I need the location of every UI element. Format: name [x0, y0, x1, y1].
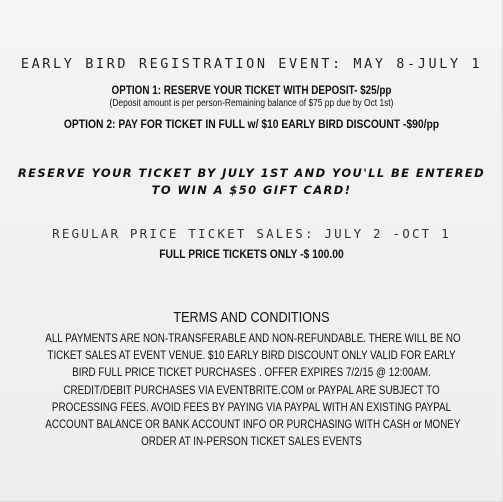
regular-price-heading: REGULAR PRICE TICKET SALES: JULY 2 -OCT 1: [52, 226, 451, 241]
terms-title: TERMS AND CONDITIONS: [173, 309, 330, 326]
terms-line: BIRD FULL PRICE TICKET PURCHASES . OFFER EXPIRES 7/2/15 @ 12:00AM.: [72, 365, 431, 380]
option-1-note: (Deposit amount is per person-Remaining balance of $75 pp due by Oct 1st): [109, 98, 394, 109]
terms-line: TICKET SALES AT EVENT VENUE. $10 EARLY BIRD DISCOUNT ONLY VALID FOR EARLY: [47, 348, 456, 363]
terms-body: [0, 330, 503, 450]
option-2-full-payment: OPTION 2: PAY FOR TICKET IN FULL w/ $10 EARLY BIRD DISCOUNT -$90/pp: [63, 117, 440, 131]
terms-line: CREDIT/DEBIT PURCHASES VIA EVENTBRITE.COM or PAYPAL ARE SUBJECT TO: [63, 382, 440, 397]
terms-line: ACCOUNT BALANCE OR BANK ACCOUNT INFO OR PURCHASING WITH CASH or MONEY: [45, 417, 461, 432]
full-price-line: FULL PRICE TICKETS ONLY -$ 100.00: [159, 247, 344, 261]
terms-line: ORDER AT IN-PERSON TICKET SALES EVENTS: [141, 434, 362, 449]
promo-line-1: RESERVE YOUR TICKET BY JULY 1ST AND YOU'LL BE ENTERED: [17, 166, 486, 180]
promo-line-2: TO WIN A $50 GIFT CARD!: [151, 183, 352, 197]
option-1-deposit: OPTION 1: RESERVE YOUR TICKET WITH DEPOSIT- $25/pp: [111, 85, 392, 97]
terms-line: ALL PAYMENTS ARE NON-TRANSFERABLE AND NON-REFUNDABLE. THERE WILL BE NO: [45, 331, 461, 345]
early-bird-heading: EARLY BIRD REGISTRATION EVENT: MAY 8-JULY 1: [20, 56, 483, 72]
gift-card-promo: [0, 165, 503, 199]
terms-line: PROCESSING FEES. AVOID FEES BY PAYING VIA PAYPAL WITH AN EXISTING PAYPAL: [51, 399, 452, 414]
